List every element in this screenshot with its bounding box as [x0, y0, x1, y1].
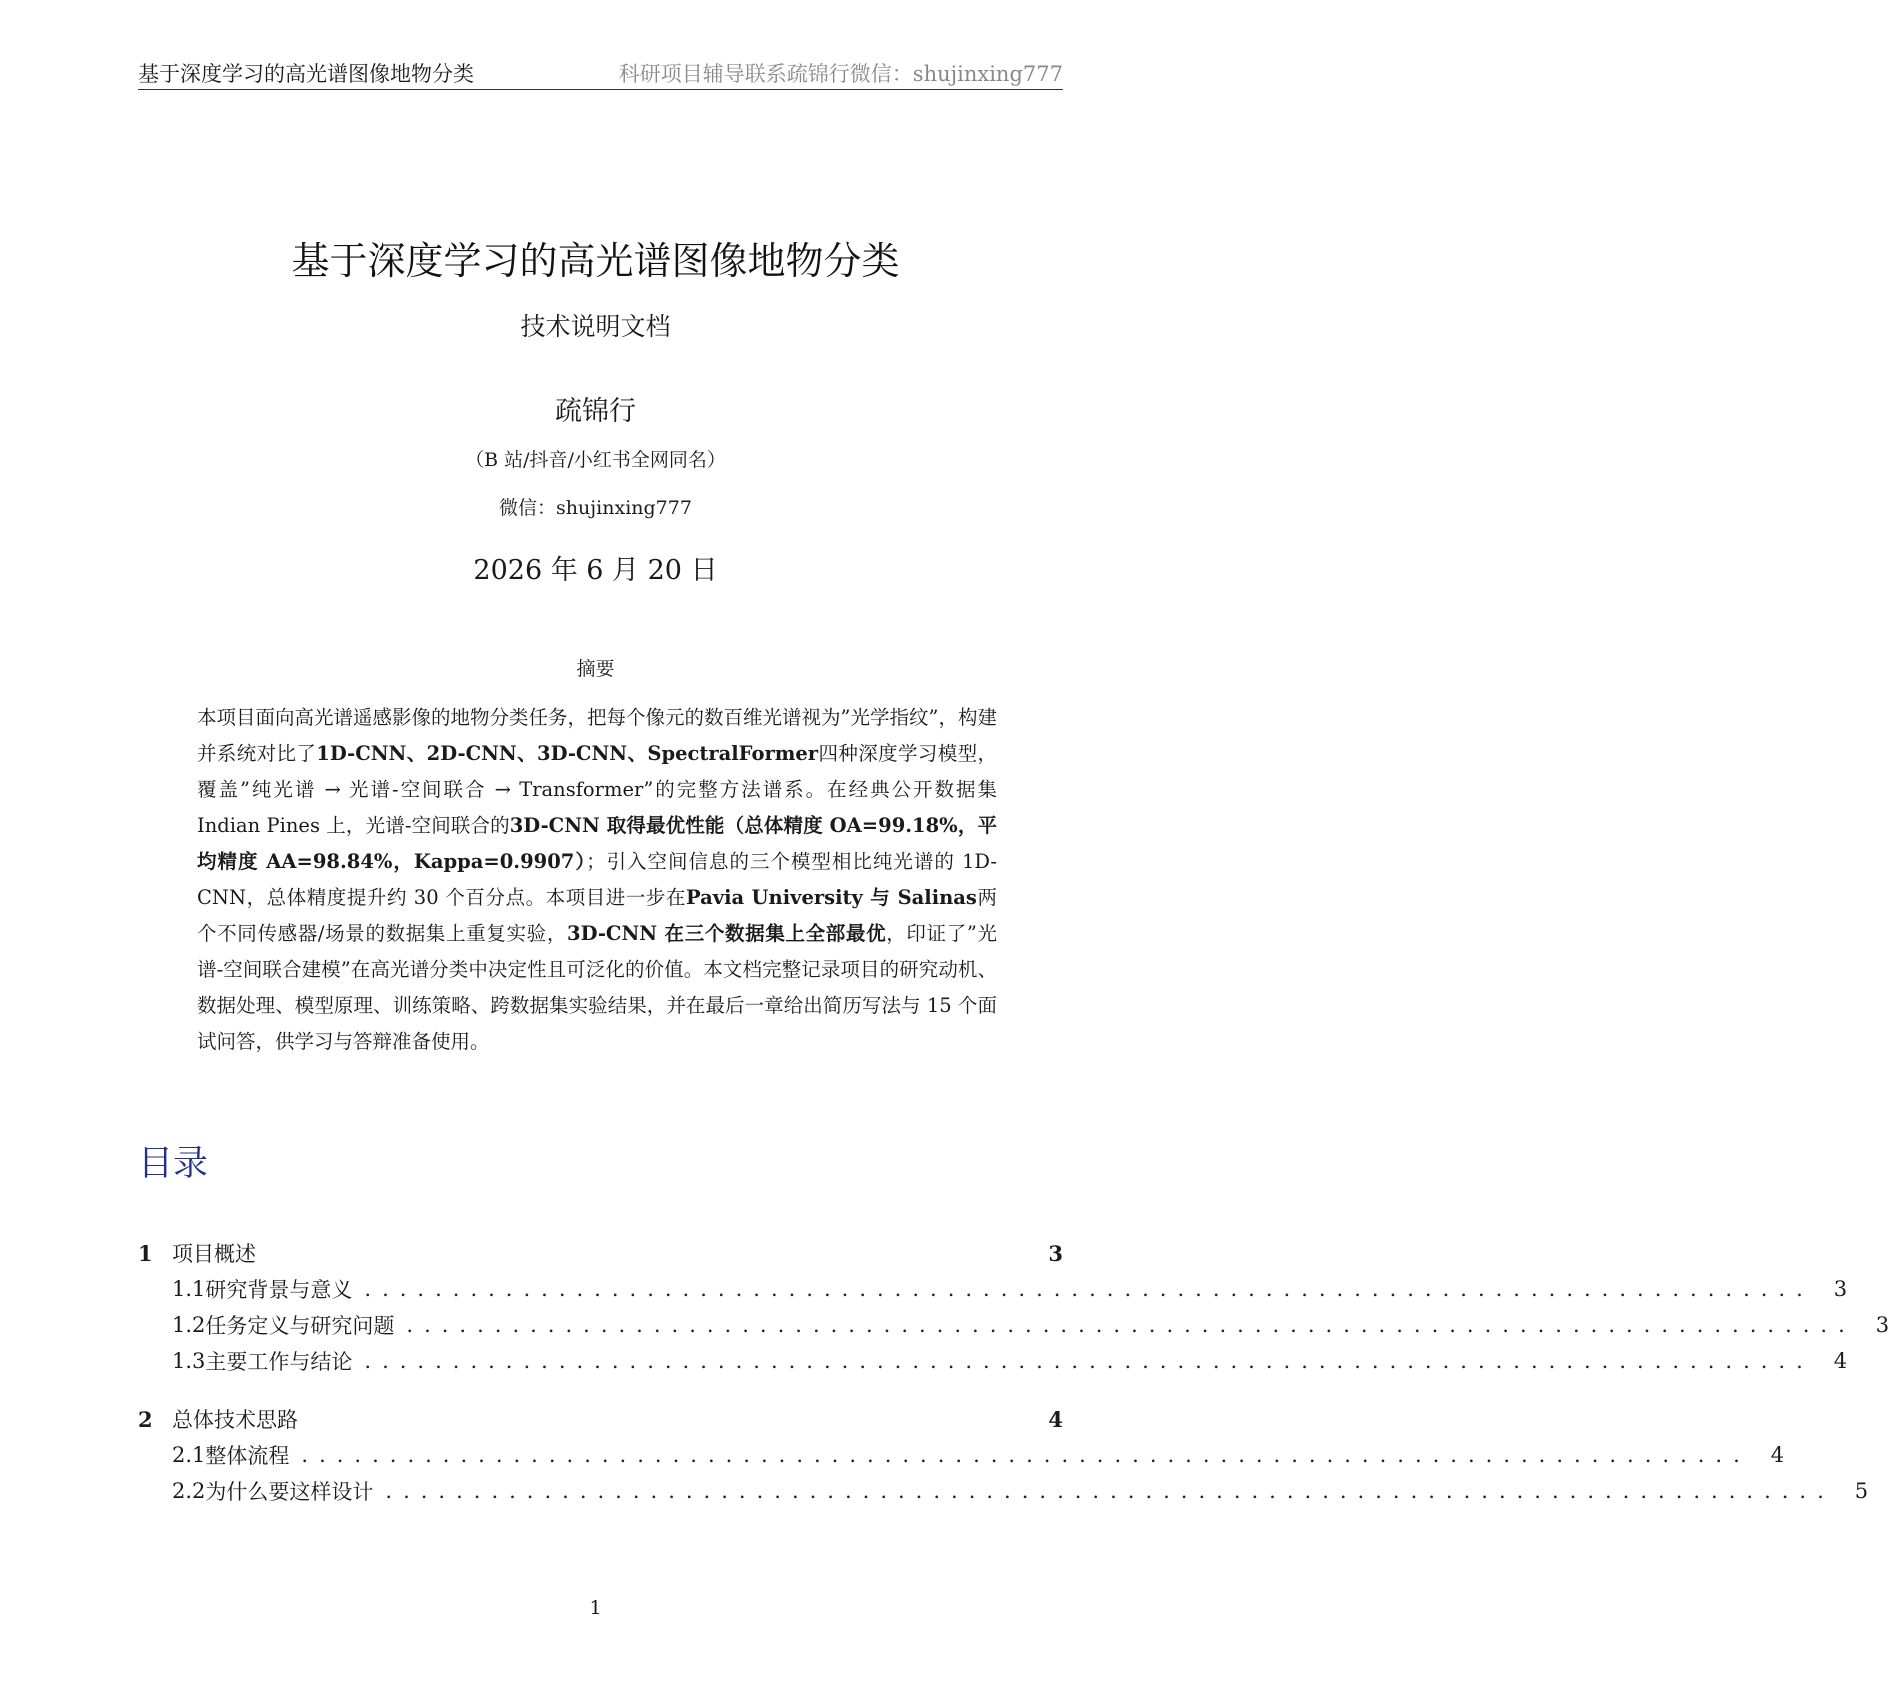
abstract-text-1: 本项目面向高光谱遥感影像的地物分类任务，把每个像元的数百维光谱视为”光学指纹”，构建并系统对比了	[197, 706, 997, 765]
toc-entry-title: 任务定义与研究问题	[205, 1314, 395, 1338]
abstract-bold-conclusion: 3D-CNN 在三个数据集上全部最优	[567, 922, 887, 945]
header-rule	[138, 89, 1063, 90]
abstract-text-3: ；引入空间信息的三个模型相比纯光谱的 1D-CNN，总体精度提升约 30 个百分点。本项目进一步在	[197, 850, 997, 909]
document-title: 基于深度学习的高光谱图像地物分类	[291, 239, 900, 283]
toc-entry-number: 1.2	[172, 1313, 206, 1337]
abstract-heading: 摘要	[576, 658, 615, 680]
toc-entry-number: 1.1	[172, 1277, 206, 1301]
toc-entry-number: 1.3	[172, 1349, 206, 1373]
toc-entry-title: 主要工作与结论	[205, 1350, 353, 1374]
page-number: 1	[589, 1597, 602, 1619]
toc-entry-page: 4	[1770, 1443, 1785, 1467]
toc-entry-number: 2	[138, 1406, 153, 1432]
toc-dot-leader: ..................................................................................	[364, 1349, 1814, 1373]
toc-entry-title: 研究背景与意义	[205, 1278, 353, 1302]
abstract-text-5: ，印证了”光谱-空间联合建模”在高光谱分类中决定性且可泛化的价值。本文档完整记录项目的研究动机、数据处理、模型原理、训练策略、跨数据集实验结果，并在最后一章给出简历写法与 15 个面试问答，供学习与答辩准备使用。	[197, 922, 997, 1053]
author-wechat: 微信：shujinxing777	[499, 497, 692, 519]
toc-entry-page: 3	[1048, 1240, 1063, 1266]
toc-entry-2-2[interactable]	[138, 1473, 1869, 1509]
toc-entry-page: 3	[1833, 1277, 1848, 1301]
abstract-bold-results: 3D-CNN 取得最优性能（总体精度 OA=99.18%，平均精度 AA=98.84%，Kappa=0.9907）	[197, 814, 997, 873]
author-name: 疏锦行	[555, 396, 636, 427]
toc-dot-leader: ..................................................................................	[301, 1443, 1751, 1467]
toc-entry-number: 2.1	[172, 1443, 206, 1467]
abstract-body	[197, 700, 997, 1060]
toc-entry-page: 4	[1048, 1406, 1063, 1432]
toc-entry-number: 1	[138, 1240, 153, 1266]
abstract-bold-datasets: Pavia University 与 Salinas	[686, 886, 977, 909]
toc-entry-page: 5	[1854, 1479, 1869, 1503]
toc-dot-leader: ..................................................................................	[406, 1313, 1856, 1337]
toc-entry-title: 为什么要这样设计	[205, 1480, 374, 1504]
toc-dot-leader: ..................................................................................	[385, 1479, 1835, 1503]
abstract-bold-models: 1D-CNN、2D-CNN、3D-CNN、SpectralFormer	[316, 742, 819, 765]
running-header-title: 基于深度学习的高光谱图像地物分类	[138, 62, 474, 86]
toc-entry-1-1[interactable]	[138, 1271, 1848, 1307]
toc-entry-1-3[interactable]	[138, 1343, 1848, 1379]
toc-entry-1-2[interactable]	[138, 1307, 1889, 1343]
toc-entry-title: 整体流程	[205, 1444, 290, 1468]
toc-heading: 目录	[138, 1144, 209, 1184]
running-header-contact: 科研项目辅导联系疏锦行微信：shujinxing777	[618, 62, 1063, 86]
toc-entry-section-2[interactable]	[138, 1401, 1063, 1437]
author-aliases: （B 站/抖音/小红书全网同名）	[465, 449, 726, 471]
toc-entry-page: 3	[1875, 1313, 1889, 1337]
toc-entry-2-1[interactable]	[138, 1437, 1785, 1473]
toc-entry-section-1[interactable]	[138, 1235, 1063, 1271]
toc-dot-leader: ..................................................................................	[364, 1277, 1814, 1301]
abstract-text-2: 四种深度学习模型，覆盖”纯光谱 → 光谱-空间联合 → Transformer”的完整方法谱系。在经典公开数据集 Indian Pines 上，光谱-空间联合的	[197, 742, 997, 837]
toc-entry-title: 项目概述	[172, 1242, 256, 1266]
document-subtitle: 技术说明文档	[520, 312, 671, 341]
toc-entry-title: 总体技术思路	[172, 1408, 298, 1432]
document-date: 2026 年 6 月 20 日	[473, 555, 718, 586]
toc-entry-page: 4	[1833, 1349, 1848, 1373]
abstract-text-4: 两个不同传感器/场景的数据集上重复实验，	[197, 886, 997, 945]
toc-entry-number: 2.2	[172, 1479, 206, 1503]
